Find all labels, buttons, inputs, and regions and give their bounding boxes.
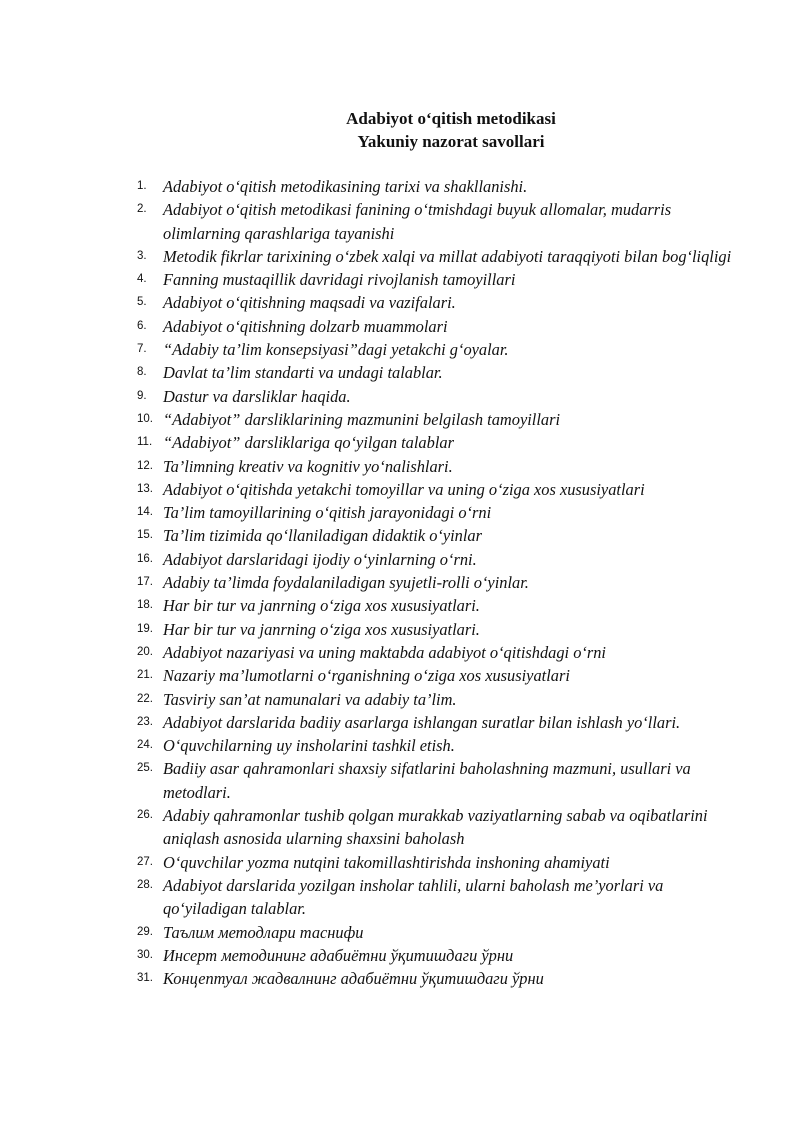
question-item	[137, 245, 747, 268]
question-number: 16.	[137, 552, 153, 565]
question-item	[137, 664, 747, 687]
question-text: “Adabiyot” darsliklarining mazmunini belgilash tamoyillari	[163, 409, 561, 429]
question-number: 13.	[137, 482, 153, 495]
question-item	[137, 734, 747, 757]
question-number: 2.	[137, 203, 147, 216]
question-number: 26.	[137, 809, 153, 822]
question-item	[137, 455, 747, 478]
question-item	[137, 874, 747, 921]
document-title: Adabiyot oʻqitish metodikasi	[346, 109, 556, 128]
question-item	[137, 944, 747, 967]
question-item	[137, 408, 747, 431]
question-text: Oʻquvchilarning uy insholarini tashkil etish.	[163, 736, 455, 756]
question-text: Ta’limning kreativ va kognitiv yoʻnalishlari.	[163, 456, 453, 476]
question-item	[137, 385, 747, 408]
question-item	[137, 711, 747, 734]
question-item	[137, 804, 747, 851]
question-item	[137, 921, 747, 944]
question-text: Таълим методлари таснифи	[163, 922, 364, 942]
question-number: 17.	[137, 576, 153, 589]
question-text: Adabiyot nazariyasi va uning maktabda adabiyot oʻqitishdagi oʻrni	[163, 642, 606, 662]
question-item	[137, 268, 747, 291]
question-number: 30.	[137, 948, 153, 961]
document-subtitle: Yakuniy nazorat savollari	[357, 132, 545, 151]
question-item	[137, 757, 747, 804]
question-number: 23.	[137, 715, 153, 728]
question-item	[137, 198, 747, 245]
question-text: Badiiy asar qahramonlari shaxsiy sifatlarini baholashning mazmuni, usullari va metodlari.	[163, 759, 691, 802]
question-text: Adabiy qahramonlar tushib qolgan murakkab vaziyatlarning sabab va oqibatlarini aniqlash asnosida ularning shaxsini baholash	[163, 806, 708, 849]
question-number: 27.	[137, 855, 153, 868]
question-text: Концептуал жадвалнинг адабиётни ўқитишдаги ўрни	[163, 969, 544, 989]
question-item	[137, 641, 747, 664]
question-text: Har bir tur va janrning oʻziga xos xususiyatlari.	[163, 619, 480, 639]
question-number: 22.	[137, 692, 153, 705]
question-number: 4.	[137, 273, 147, 286]
question-number: 20.	[137, 645, 153, 658]
question-item	[137, 851, 747, 874]
questions-list	[137, 175, 747, 990]
question-text: Davlat ta’lim standarti va undagi talablar.	[163, 363, 443, 383]
question-text: “Adabiy ta’lim konsepsiyasi”dagi yetakchi gʻoyalar.	[163, 340, 509, 360]
question-text: Инсерт методининг адабиётни ўқитишдаги ўрни	[163, 945, 514, 965]
question-number: 31.	[137, 972, 153, 985]
question-number: 11.	[137, 436, 153, 449]
question-number: 10.	[137, 412, 153, 425]
question-item	[137, 338, 747, 361]
question-text: “Adabiyot” darsliklariga qoʻyilgan talablar	[163, 433, 454, 453]
question-number: 14.	[137, 506, 153, 519]
question-text: Adabiy ta’limda foydalaniladigan syujetli-rolli oʻyinlar.	[163, 573, 529, 593]
question-text: Har bir tur va janrning oʻziga xos xususiyatlari.	[163, 596, 480, 616]
question-text: Adabiyot oʻqitish metodikasining tarixi va shakllanishi.	[163, 177, 528, 196]
question-number: 19.	[137, 622, 153, 635]
question-item	[137, 688, 747, 711]
question-item	[137, 361, 747, 384]
question-item	[137, 315, 747, 338]
question-item	[137, 524, 747, 547]
question-number: 29.	[137, 925, 153, 938]
question-text: Metodik fikrlar tarixining oʻzbek xalqi va millat adabiyoti taraqqiyoti bilan bogʻliqligi	[163, 246, 732, 266]
question-text: Fanning mustaqillik davridagi rivojlanish tamoyillari	[163, 270, 516, 290]
question-text: Adabiyot oʻqitishning dolzarb muammolari	[163, 316, 448, 336]
question-item	[137, 175, 747, 198]
question-item	[137, 291, 747, 314]
question-text: Adabiyot darslarida yozilgan insholar tahlili, ularni baholash me’yorlari va qoʻyiladigan talablar.	[163, 875, 664, 919]
question-number: 24.	[137, 739, 153, 752]
question-number: 3.	[137, 249, 147, 262]
question-item	[137, 501, 747, 524]
question-item	[137, 594, 747, 617]
question-text: Adabiyot oʻqitishning maqsadi va vazifalari.	[163, 293, 456, 313]
question-text: Oʻquvchilar yozma nutqini takomillashtirishda inshoning ahamiyati	[163, 852, 610, 872]
question-text: Adabiyot oʻqitishda yetakchi tomoyillar va uning oʻziga xos xususiyatlari	[163, 479, 645, 499]
question-number: 6.	[137, 319, 147, 332]
question-text: Ta’lim tamoyillarining oʻqitish jarayonidagi oʻrni	[163, 503, 492, 523]
question-text: Adabiyot darslarida badiiy asarlarga ishlangan suratlar bilan ishlash yoʻllari.	[163, 712, 681, 732]
question-number: 21.	[137, 669, 153, 682]
question-number: 12.	[137, 459, 153, 472]
question-item	[137, 431, 747, 454]
question-number: 1.	[137, 180, 147, 192]
question-text: Tasviriy san’at namunalari va adabiy ta’lim.	[163, 689, 457, 709]
question-text: Ta’lim tizimida qoʻllaniladigan didaktik oʻyinlar	[163, 526, 483, 546]
question-number: 15.	[137, 529, 153, 542]
question-text: Adabiyot oʻqitish metodikasi fanining oʻtmishdagi buyuk allomalar, mudarris olimlarning qarashlariga tayanishi	[163, 200, 672, 243]
question-text: Adabiyot darslaridagi ijodiy oʻyinlarning oʻrni.	[163, 549, 477, 569]
question-number: 28.	[137, 878, 153, 891]
question-item	[137, 571, 747, 594]
question-number: 18.	[137, 599, 153, 612]
question-number: 25.	[137, 762, 153, 775]
question-item	[137, 967, 747, 990]
question-number: 7.	[137, 343, 147, 356]
question-text: Dastur va darsliklar haqida.	[163, 386, 351, 406]
question-text: Nazariy ma’lumotlarni oʻrganishning oʻziga xos xususiyatlari	[163, 666, 570, 686]
question-number: 5.	[137, 296, 147, 309]
question-number: 8.	[137, 366, 147, 379]
question-number: 9.	[137, 389, 147, 402]
question-item	[137, 548, 747, 571]
question-item	[137, 478, 747, 501]
question-item	[137, 618, 747, 641]
